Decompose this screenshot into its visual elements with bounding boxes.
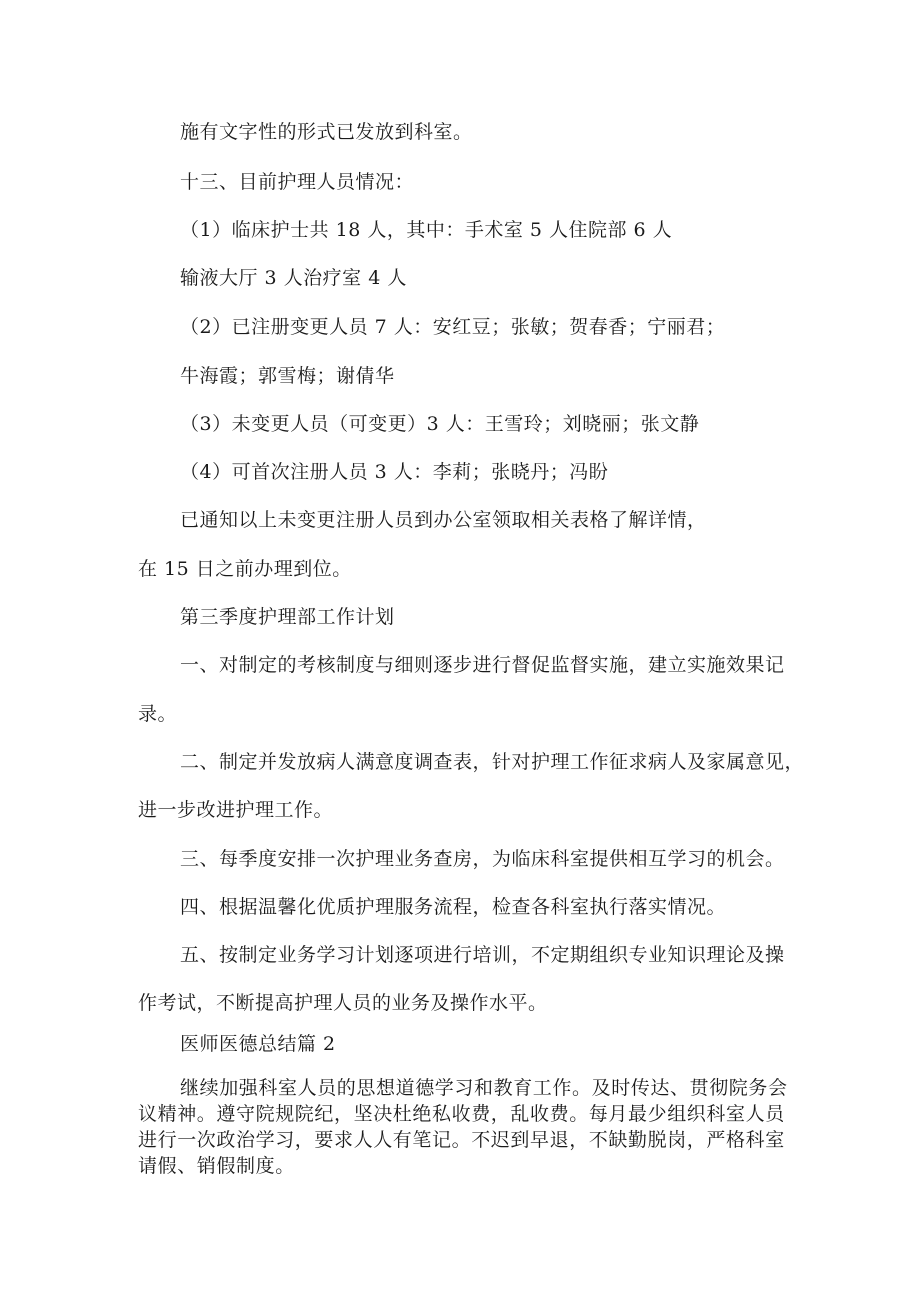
- section-heading: 十三、目前护理人员情况：: [180, 171, 415, 193]
- text-line: 三、每季度安排一次护理业务查房，为临床科室提供相互学习的机会。: [180, 848, 785, 870]
- text-line: 二、制定并发放病人满意度调查表，针对护理工作征求病人及家属意见，: [180, 751, 805, 773]
- text-line: （4）可首次注册人员 3 人：李莉；张晓丹；冯盼: [180, 461, 609, 483]
- paragraph-line: 进行一次政治学习，要求人人有笔记。不迟到早退，不缺勤脱岗，严格科室: [138, 1129, 785, 1151]
- text-line: 进一步改进护理工作。: [138, 799, 334, 821]
- text-line: 一、对制定的考核制度与细则逐步进行督促监督实施，建立实施效果记: [180, 654, 785, 676]
- paragraph-line: 继续加强科室人员的思想道德学习和教育工作。及时传达、贯彻院务会: [180, 1077, 788, 1099]
- text-line: 牛海霞；郭雪梅；谢倩华: [180, 365, 395, 387]
- text-line: 施有文字性的形式已发放到科室。: [180, 121, 473, 143]
- text-line: 在 15 日之前办理到位。: [138, 558, 352, 580]
- text-line: （1）临床护士共 18 人，其中：手术室 5 人住院部 6 人: [180, 219, 673, 241]
- paragraph-line: 议精神。遵守院规院纪，坚决杜绝私收费，乱收费。每月最少组织科室人员: [138, 1103, 785, 1125]
- final-paragraph: [138, 1075, 788, 1179]
- text-line: （3）未变更人员（可变更）3 人：王雪玲；刘晓丽；张文静: [180, 413, 700, 435]
- paragraph-line: 请假、销假制度。: [138, 1155, 295, 1177]
- text-line: 作考试，不断提高护理人员的业务及操作水平。: [138, 992, 548, 1014]
- text-line: （2）已注册变更人员 7 人：安红豆；张敏；贺春香；宁丽君；: [180, 316, 726, 338]
- text-line: 四、根据温馨化优质护理服务流程，检查各科室执行落实情况。: [180, 896, 727, 918]
- text-line: 已通知以上未变更注册人员到办公室领取相关表格了解详情，: [180, 509, 707, 531]
- text-line: 五、按制定业务学习计划逐项进行培训，不定期组织专业知识理论及操: [180, 944, 785, 966]
- text-line: 输液大厅 3 人治疗室 4 人: [180, 267, 407, 289]
- section-heading: 医师医德总结篇 2: [180, 1033, 336, 1055]
- section-heading: 第三季度护理部工作计划: [180, 606, 395, 628]
- text-line: 录。: [138, 703, 178, 725]
